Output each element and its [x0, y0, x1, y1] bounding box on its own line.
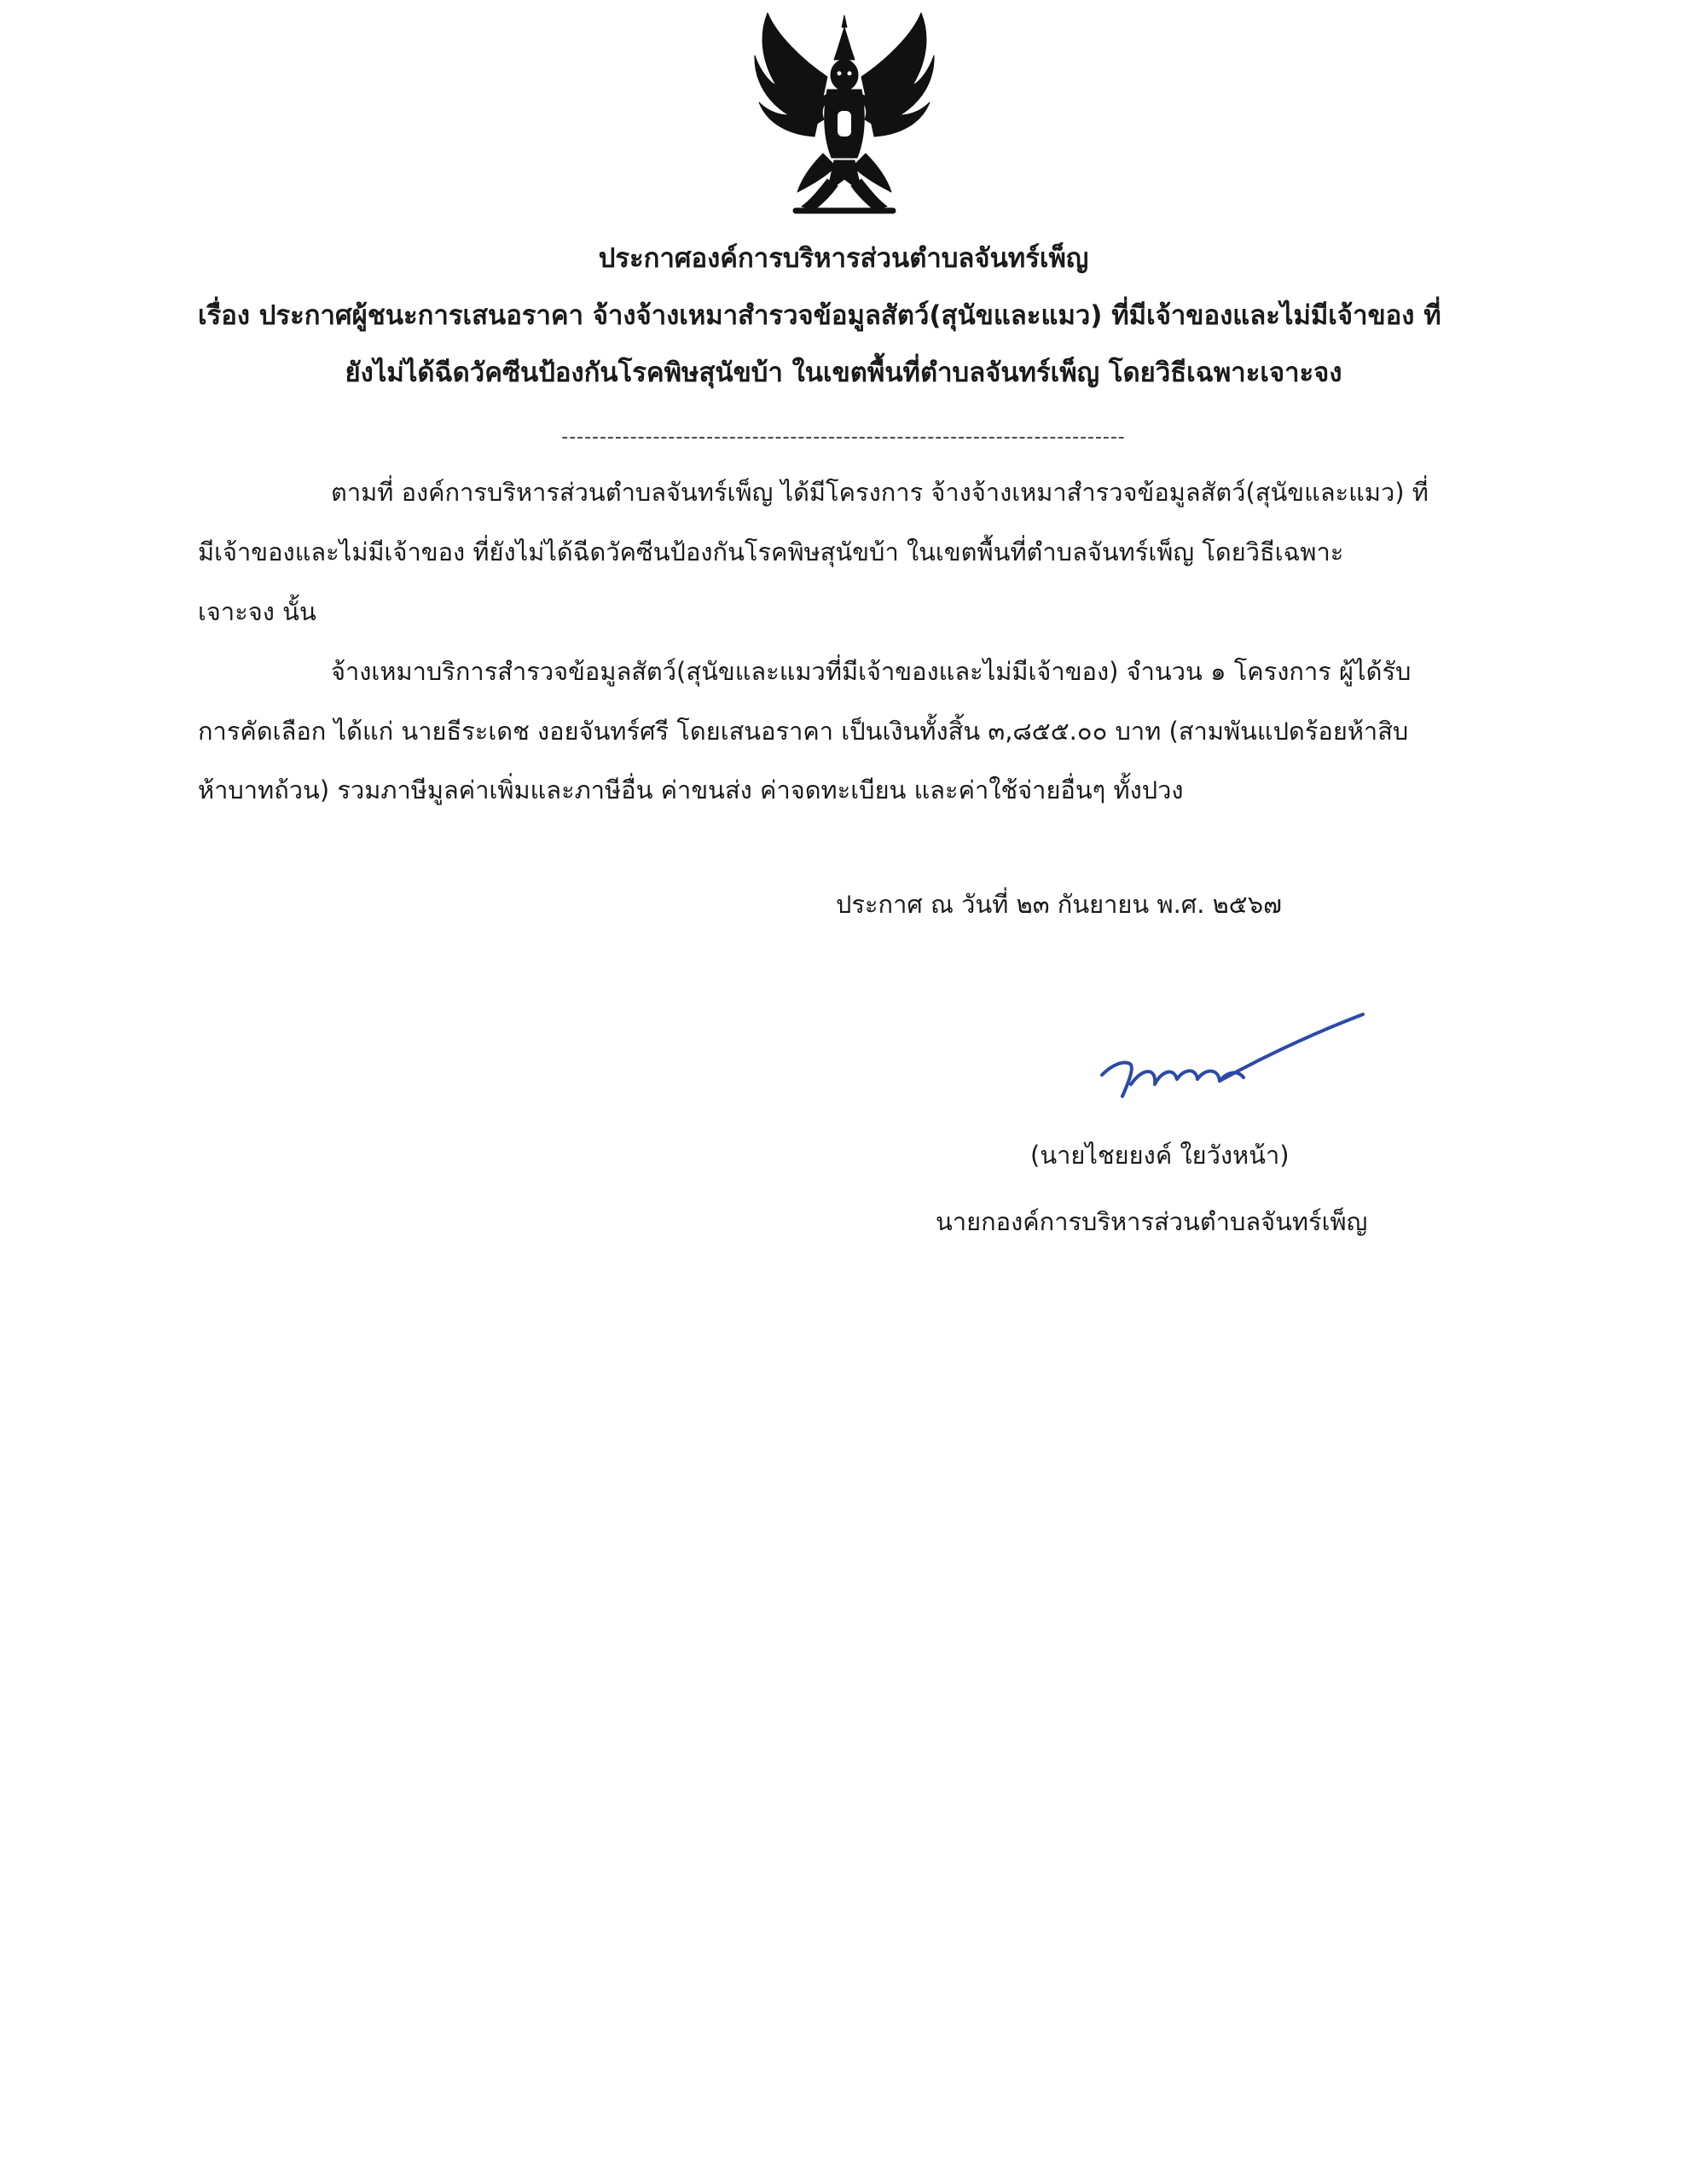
garuda-emblem-icon	[742, 9, 947, 218]
signer-name: (นายไชยยงค์ ใยวังหน้า)	[1030, 1141, 1290, 1170]
subject-line-1: เรื่อง ประกาศผู้ชนะการเสนอราคา จ้างจ้างเหมาสำรวจข้อมูลสัตว์(สุนัขและแมว) ที่มีเจ้าของและไม่มีเจ้าของ ที่	[198, 300, 1441, 331]
paragraph-2-line-2: การคัดเลือก ได้แก่ นายธีระเดช งอยจันทร์ศรี โดยเสนอราคา เป็นเงินทั้งสิ้น ๓,๘๕๕.๐๐ บาท (สามพันแปดร้อยห้าสิบ	[198, 717, 1409, 746]
paragraph-2-line-1: จ้างเหมาบริการสำรวจข้อมูลสัตว์(สุนัขและแมวที่มีเจ้าของและไม่มีเจ้าของ) จำนวน ๑ โครงการ ผู้ได้รับ	[331, 657, 1412, 686]
announcement-title: ประกาศองค์การบริหารส่วนตำบลจันทร์เพ็ญ	[598, 243, 1089, 274]
subject-line-2: ยังไม่ได้ฉีดวัคซีนป้องกันโรคพิษสุนัขบ้า ในเขตพื้นที่ตำบลจันทร์เพ็ญ โดยวิธีเฉพาะเจาะจง	[345, 357, 1342, 388]
paragraph-1-line-1: ตามที่ องค์การบริหารส่วนตำบลจันทร์เพ็ญ ได้มีโครงการ จ้างจ้างเหมาสำรวจข้อมูลสัตว์(สุนัขและแมว) ที่	[331, 478, 1429, 507]
paragraph-1-line-3: เจาะจง นั้น	[198, 597, 316, 626]
signer-position: นายกองค์การบริหารส่วนตำบลจันทร์เพ็ญ	[936, 1207, 1368, 1236]
paragraph-1-line-2: มีเจ้าของและไม่มีเจ้าของ ที่ยังไม่ได้ฉีดวัคซีนป้องกันโรคพิษสุนัขบ้า ในเขตพื้นที่ตำบลจันทร์เพ็ญ โดยวิธีเฉพาะ	[198, 537, 1344, 566]
separator-line: --------------------------------------------------------------------------	[561, 427, 1126, 448]
paragraph-2-line-3: ห้าบาทถ้วน) รวมภาษีมูลค่าเพิ่มและภาษีอื่น ค่าขนส่ง ค่าจดทะเบียน และค่าใช้จ่ายอื่นๆ ทั้งปวง	[198, 775, 1184, 804]
announcement-date: ประกาศ ณ วันที่ ๒๓ กันยายน พ.ศ. ๒๕๖๗	[836, 890, 1282, 919]
handwritten-signature	[1092, 1011, 1373, 1118]
